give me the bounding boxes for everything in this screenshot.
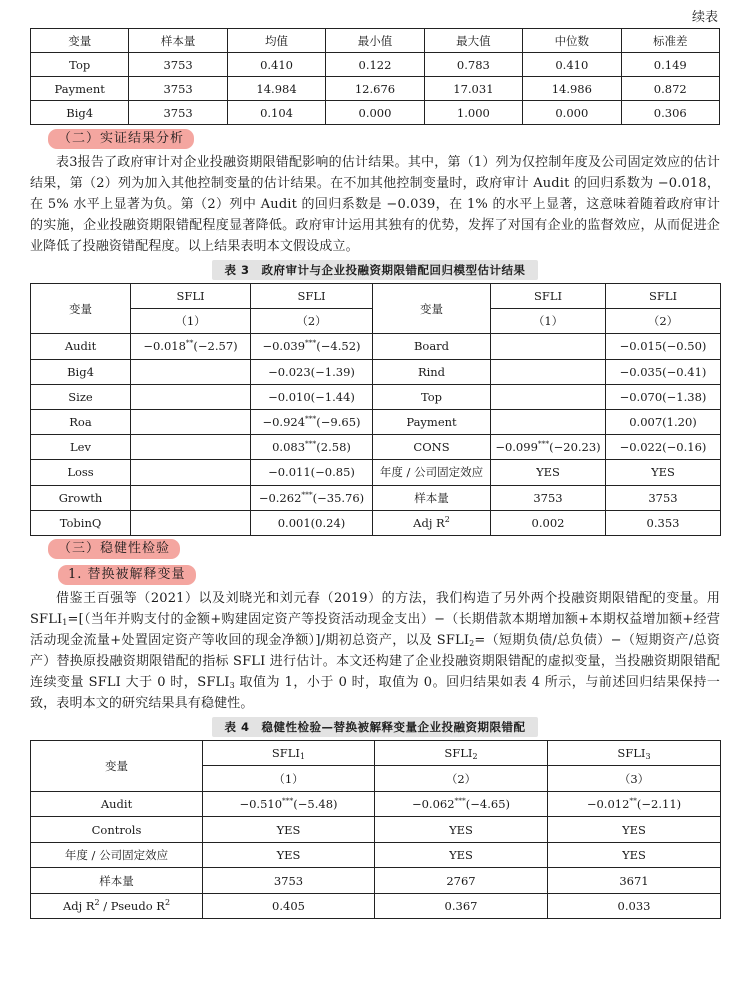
coef-cell bbox=[375, 893, 548, 919]
subscript: 2 bbox=[469, 638, 475, 648]
table3-col-3: （1） bbox=[491, 309, 606, 334]
superscript: 2 bbox=[444, 514, 450, 524]
coef-cell bbox=[131, 485, 251, 510]
row-label: 样本量 bbox=[31, 868, 203, 894]
coef-value: 3753 bbox=[648, 490, 678, 505]
table-cell: 0.000 bbox=[326, 101, 424, 125]
table-row bbox=[31, 101, 720, 125]
table-cell: 0.104 bbox=[227, 101, 325, 125]
row-label: 年度 / 公司固定效应 bbox=[31, 842, 203, 868]
significance-stars: ** bbox=[629, 796, 637, 806]
subsection-heading-replace-dependent-variable: 1. 替换被解释变量 bbox=[58, 565, 196, 585]
table-row bbox=[31, 53, 720, 77]
row-label: Board bbox=[373, 334, 491, 359]
table-cell: 3753 bbox=[129, 53, 227, 77]
page bbox=[30, 0, 720, 919]
coef-value: −0.262 bbox=[258, 490, 302, 505]
table4-dep-var bbox=[548, 740, 721, 766]
table3-dep-4: SFLI bbox=[606, 284, 721, 309]
coef-cell bbox=[606, 359, 721, 384]
label-part: Adj R bbox=[62, 899, 95, 914]
column-header: 标准差 bbox=[621, 29, 719, 53]
section-heading-row bbox=[30, 126, 720, 152]
table3-col-2: （2） bbox=[251, 309, 373, 334]
subscript: 3 bbox=[645, 752, 651, 762]
coef-cell bbox=[548, 791, 721, 817]
coef-value: YES bbox=[449, 848, 473, 863]
table4-header-row-1 bbox=[31, 740, 721, 766]
coef-value: 2767 bbox=[446, 873, 476, 888]
t-statistic: (−0.85) bbox=[310, 465, 355, 480]
coef-cell bbox=[251, 334, 373, 359]
coef-value: YES bbox=[622, 822, 646, 837]
coef-cell bbox=[491, 460, 606, 485]
row-label: Growth bbox=[31, 485, 131, 510]
table-cell: 0.783 bbox=[424, 53, 522, 77]
coef-value: 0.033 bbox=[617, 899, 651, 914]
row-label: 年度 / 公司固定效应 bbox=[373, 460, 491, 485]
row-label: Big4 bbox=[31, 359, 131, 384]
table-row bbox=[31, 77, 720, 101]
column-header: 变量 bbox=[31, 29, 129, 53]
coef-cell bbox=[203, 842, 375, 868]
table4-body bbox=[31, 740, 721, 919]
row-label: CONS bbox=[373, 435, 491, 460]
table-cell: 3753 bbox=[129, 101, 227, 125]
coef-cell bbox=[491, 359, 606, 384]
table3-body bbox=[31, 284, 721, 536]
table3-var-header-right: 变量 bbox=[373, 284, 491, 334]
table-cell: 14.984 bbox=[227, 77, 325, 101]
coef-cell bbox=[606, 435, 721, 460]
coef-cell bbox=[375, 817, 548, 843]
label-part: / Pseudo R bbox=[99, 899, 165, 914]
coef-cell bbox=[251, 435, 373, 460]
table-cell: 0.306 bbox=[621, 101, 719, 125]
coef-value: −0.035 bbox=[619, 364, 663, 379]
coef-cell bbox=[131, 435, 251, 460]
t-statistic: (−2.11) bbox=[636, 797, 682, 812]
table-cell: 0.872 bbox=[621, 77, 719, 101]
coef-cell bbox=[491, 435, 606, 460]
section-heading-row bbox=[30, 536, 720, 562]
table-cell: 14.986 bbox=[523, 77, 621, 101]
coef-value: −0.012 bbox=[586, 797, 630, 812]
row-label: Payment bbox=[373, 409, 491, 434]
coef-cell bbox=[548, 842, 721, 868]
subsection-heading-row bbox=[30, 562, 720, 588]
column-header: 最大值 bbox=[424, 29, 522, 53]
coef-cell bbox=[251, 384, 373, 409]
t-statistic: (−5.48) bbox=[293, 797, 338, 812]
adj-r-label: Adj R bbox=[413, 515, 445, 530]
coef-cell bbox=[251, 359, 373, 384]
table3-row bbox=[31, 485, 721, 510]
coef-cell bbox=[131, 460, 251, 485]
table-cell: 0.410 bbox=[227, 53, 325, 77]
t-statistic: (−4.52) bbox=[316, 339, 361, 354]
significance-stars: *** bbox=[305, 439, 317, 449]
coef-cell bbox=[606, 384, 721, 409]
table4-caption-row bbox=[30, 714, 720, 740]
significance-stars: *** bbox=[454, 796, 466, 806]
coef-cell bbox=[203, 893, 375, 919]
coef-value: 0.002 bbox=[531, 515, 565, 530]
row-label: Top bbox=[373, 384, 491, 409]
t-statistic: (−1.44) bbox=[310, 389, 355, 404]
column-header: 中位数 bbox=[523, 29, 621, 53]
table4-caption: 表 4 稳健性检验—替换被解释变量企业投融资期限错配 bbox=[212, 717, 537, 737]
significance-stars: *** bbox=[305, 338, 317, 348]
coef-cell bbox=[131, 334, 251, 359]
continuation-label: 续表 bbox=[691, 10, 718, 25]
coef-cell bbox=[131, 384, 251, 409]
coef-cell bbox=[606, 334, 721, 359]
significance-stars: *** bbox=[301, 489, 313, 499]
coef-value: −0.023 bbox=[268, 364, 311, 379]
t-statistic: (2.58) bbox=[316, 440, 351, 455]
table3-row bbox=[31, 510, 721, 535]
row-label: Top bbox=[31, 53, 129, 77]
superscript: 2 bbox=[164, 898, 171, 908]
table-cell: 0.410 bbox=[523, 53, 621, 77]
table3-header-row-1 bbox=[31, 284, 721, 309]
subscript: 2 bbox=[472, 752, 478, 762]
coef-cell bbox=[606, 485, 721, 510]
table-cell: 12.676 bbox=[326, 77, 424, 101]
table3-row bbox=[31, 359, 721, 384]
coef-value: −0.018 bbox=[143, 339, 186, 354]
table3-dep-1: SFLI bbox=[131, 284, 251, 309]
table4-dep-var bbox=[203, 740, 375, 766]
coef-cell bbox=[606, 510, 721, 535]
coef-value: −0.062 bbox=[411, 797, 455, 812]
table3-row bbox=[31, 460, 721, 485]
coef-cell bbox=[548, 868, 721, 894]
row-label: Roa bbox=[31, 409, 131, 434]
robustness-table-4 bbox=[30, 740, 721, 920]
table-cell: 0.149 bbox=[621, 53, 719, 77]
coef-cell bbox=[131, 510, 251, 535]
row-label: Rind bbox=[373, 359, 491, 384]
t-statistic: (−0.16) bbox=[662, 440, 707, 455]
significance-stars: *** bbox=[282, 796, 294, 806]
coef-value: 0.083 bbox=[272, 440, 306, 455]
dep-var-name: SFLI bbox=[617, 746, 646, 761]
table4-dep-var bbox=[375, 740, 548, 766]
table-cell: 0.122 bbox=[326, 53, 424, 77]
table3-var-header-left: 变量 bbox=[31, 284, 131, 334]
table-cell: 1.000 bbox=[424, 101, 522, 125]
row-label: 样本量 bbox=[373, 485, 491, 510]
coef-cell bbox=[251, 485, 373, 510]
t-statistic: (0.24) bbox=[310, 515, 346, 530]
row-label: Audit bbox=[31, 334, 131, 359]
t-statistic: (−1.39) bbox=[310, 364, 355, 379]
section-heading-robustness: （三）稳健性检验 bbox=[48, 539, 180, 559]
row-label: Lev bbox=[31, 435, 131, 460]
table3-row bbox=[31, 435, 721, 460]
coef-cell bbox=[548, 817, 721, 843]
table4-col-number: （1） bbox=[203, 766, 375, 792]
row-label: TobinQ bbox=[31, 510, 131, 535]
coef-cell bbox=[491, 510, 606, 535]
coef-value: 3671 bbox=[619, 873, 649, 888]
table4-var-header: 变量 bbox=[31, 740, 203, 791]
subscript: 1 bbox=[62, 617, 68, 627]
coef-value: −0.039 bbox=[262, 339, 306, 354]
table3-caption-row bbox=[30, 257, 720, 283]
table3-col-4: （2） bbox=[606, 309, 721, 334]
coef-cell bbox=[203, 817, 375, 843]
table4-row bbox=[31, 842, 721, 868]
row-label: Size bbox=[31, 384, 131, 409]
table4-row bbox=[31, 868, 721, 894]
coef-cell bbox=[491, 334, 606, 359]
table3-dep-3: SFLI bbox=[491, 284, 606, 309]
row-label bbox=[373, 510, 491, 535]
paragraph-empirical-results: 表3报告了政府审计对企业投融资期限错配影响的估计结果。其中，第（1）列为仅控制年度及公司固定效应的估计结果，第（2）列为加入其他控制变量的估计结果。在不加其他控制变量时，政府审计 Audit 的回归系数为 −0.018，在 5% 水平上显著为负。第（2）列中 Audit 的回归系数是 −0.039，在 1% 的水平上显著，这意味着随着政府审计的实施，企业投融资期限错配程度显著降低。政府审计运用其独有的优势，发挥了对国有企业的监督效应，从而促进企业降低了投融资错配程度。以上结果表明本文假设成立。 bbox=[30, 155, 720, 254]
coef-value: −0.015 bbox=[619, 339, 663, 354]
section-heading-empirical-results: （二）实证结果分析 bbox=[48, 129, 194, 149]
t-statistic: (−0.41) bbox=[662, 364, 707, 379]
coef-value: YES bbox=[276, 848, 301, 863]
table3-col-1: （1） bbox=[131, 309, 251, 334]
coef-cell bbox=[606, 460, 721, 485]
coef-cell bbox=[491, 409, 606, 434]
coef-cell bbox=[251, 510, 373, 535]
coef-cell bbox=[131, 409, 251, 434]
coef-value: YES bbox=[276, 822, 301, 837]
t-statistic: (−1.38) bbox=[662, 389, 707, 404]
coef-value: −0.924 bbox=[262, 415, 306, 430]
subscript: 1 bbox=[299, 752, 306, 762]
coef-value: −0.011 bbox=[268, 465, 311, 480]
t-statistic: (−35.76) bbox=[312, 490, 365, 505]
coef-value: YES bbox=[622, 848, 646, 863]
table3-dep-2: SFLI bbox=[251, 284, 373, 309]
table-body bbox=[31, 53, 720, 125]
column-header: 最小值 bbox=[326, 29, 424, 53]
coef-value: −0.099 bbox=[495, 440, 538, 455]
coef-value: YES bbox=[651, 465, 675, 480]
table4-row bbox=[31, 893, 721, 919]
table-header-row bbox=[31, 29, 720, 53]
column-header: 样本量 bbox=[129, 29, 227, 53]
coef-value: 0.405 bbox=[272, 899, 305, 914]
row-label: Audit bbox=[31, 791, 203, 817]
summary-stats-table-continued bbox=[30, 28, 720, 125]
coef-cell bbox=[375, 842, 548, 868]
table4-col-number: （3） bbox=[548, 766, 721, 792]
t-statistic: (−4.65) bbox=[465, 797, 511, 812]
regression-table-3 bbox=[30, 283, 721, 536]
text-run: =（短期负债/总负债）−（短期资产/总资产）替换原投融资期限错配的指标 SFLI 进行估计。本文还构建了企业投融资期限错配的虚拟变量，当投融资期限错配连续变量 SFLI 大于 0 时，SFLI bbox=[30, 632, 720, 690]
row-label: Payment bbox=[31, 77, 129, 101]
coef-cell bbox=[491, 485, 606, 510]
coef-cell bbox=[548, 893, 721, 919]
paragraph-robustness bbox=[30, 588, 720, 714]
row-label: Loss bbox=[31, 460, 131, 485]
coef-value: −0.510 bbox=[239, 797, 283, 812]
subscript: 3 bbox=[229, 680, 235, 690]
t-statistic: (1.20) bbox=[662, 415, 697, 430]
coef-value: 3753 bbox=[533, 490, 563, 505]
dep-var-name: SFLI bbox=[444, 746, 473, 761]
coef-value: −0.070 bbox=[619, 389, 663, 404]
coef-cell bbox=[375, 868, 548, 894]
row-label: Big4 bbox=[31, 101, 129, 125]
coef-value: YES bbox=[536, 465, 560, 480]
table3-row bbox=[31, 384, 721, 409]
coef-cell bbox=[251, 409, 373, 434]
coef-value: 0.367 bbox=[444, 899, 478, 914]
significance-stars: ** bbox=[185, 338, 194, 348]
t-statistic: (−9.65) bbox=[316, 415, 361, 430]
t-statistic: (−20.23) bbox=[549, 440, 601, 455]
table3-row bbox=[31, 409, 721, 434]
coef-value: −0.022 bbox=[619, 440, 663, 455]
coef-cell bbox=[131, 359, 251, 384]
coef-cell bbox=[251, 460, 373, 485]
table3-caption: 表 3 政府审计与企业投融资期限错配回归模型估计结果 bbox=[212, 260, 537, 280]
superscript: 2 bbox=[94, 898, 100, 908]
table3-row bbox=[31, 334, 721, 359]
text-run: 借鉴王百强等（2021）以及刘晓光和刘元春（2019）的方法，我们构造了另外两个投融资期限错配的变量。用 SFLI bbox=[30, 590, 720, 627]
row-label bbox=[31, 893, 203, 919]
table4-row bbox=[31, 817, 721, 843]
coef-cell bbox=[203, 791, 375, 817]
coef-value: 0.007 bbox=[629, 415, 663, 430]
table-cell: 17.031 bbox=[424, 77, 522, 101]
t-statistic: (−0.50) bbox=[662, 339, 707, 354]
coef-cell bbox=[203, 868, 375, 894]
text-run: =[（当年并购支付的金额+购建固定资产等投资活动现金支出）−（长期借款本期增加额+本期权益增加额+经营活动现金流量+处置固定资产等收回的现金净额）]/期初总资产，以及 SFLI bbox=[30, 611, 720, 648]
row-label: Controls bbox=[31, 817, 203, 843]
column-header: 均值 bbox=[227, 29, 325, 53]
coef-value: −0.010 bbox=[268, 389, 311, 404]
coef-cell bbox=[375, 791, 548, 817]
coef-value: 0.001 bbox=[277, 515, 311, 530]
table4-row bbox=[31, 791, 721, 817]
table4-col-number: （2） bbox=[375, 766, 548, 792]
significance-stars: *** bbox=[305, 414, 317, 424]
table-cell: 3753 bbox=[129, 77, 227, 101]
coef-value: 0.353 bbox=[646, 515, 680, 530]
t-statistic: (−2.57) bbox=[193, 339, 238, 354]
coef-value: YES bbox=[449, 822, 473, 837]
text-run: 取值为 1，小于 0 时，取值为 0。回归结果如表 4 所示，与前述回归结果保持一致，表明本文的研究结果具有稳健性。 bbox=[30, 674, 721, 711]
coef-cell bbox=[491, 384, 606, 409]
table-cell: 0.000 bbox=[523, 101, 621, 125]
coef-value: 3753 bbox=[273, 873, 304, 888]
coef-cell bbox=[606, 409, 721, 434]
dep-var-name: SFLI bbox=[271, 746, 300, 761]
significance-stars: *** bbox=[537, 439, 550, 449]
